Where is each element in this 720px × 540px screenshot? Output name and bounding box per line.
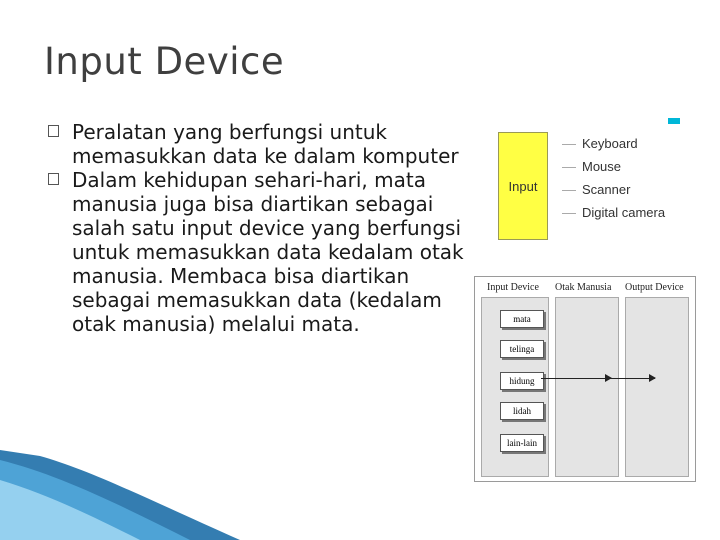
slide-title: Input Device <box>44 40 285 83</box>
checkbox-bullet-icon <box>48 173 59 185</box>
device-item: Scanner <box>562 180 665 203</box>
device-item: Mouse <box>562 157 665 180</box>
bullet-text: Dalam kehidupan sehari-hari, mata manusia juga bisa diartikan sebagai salah satu input device yang berfungsi untuk memasukkan data kedalam otak manusia. Membaca bisa diartikan sebagai memasukkan data (kedalam otak manusia) melalui mata. <box>72 168 464 336</box>
input-column <box>481 297 549 477</box>
device-item: Digital camera <box>562 203 665 226</box>
checkbox-bullet-icon <box>48 125 59 137</box>
input-box: Input <box>498 132 548 240</box>
brain-io-diagram <box>474 276 696 482</box>
accent-bar <box>668 118 680 124</box>
input-tag: lidah <box>500 402 544 420</box>
input-tag: telinga <box>500 340 544 358</box>
input-tag: mata <box>500 310 544 328</box>
bullet-text: Peralatan yang berfungsi untuk memasukkan data ke dalam komputer <box>72 120 459 168</box>
decorative-wave <box>0 450 240 540</box>
bullet-item <box>48 168 468 336</box>
output-column <box>625 297 689 477</box>
header-output-device: Output Device <box>625 282 684 293</box>
bullet-list <box>48 120 468 336</box>
input-tag: hidung <box>500 372 544 390</box>
bullet-item <box>48 120 468 168</box>
device-list <box>562 134 665 226</box>
device-item: Keyboard <box>562 134 665 157</box>
input-tag: lain-lain <box>500 434 544 452</box>
arrow-to-output <box>597 378 655 379</box>
header-otak-manusia: Otak Manusia <box>555 282 612 293</box>
brain-column <box>555 297 619 477</box>
input-devices-figure <box>486 118 680 242</box>
header-input-device: Input Device <box>487 282 539 293</box>
